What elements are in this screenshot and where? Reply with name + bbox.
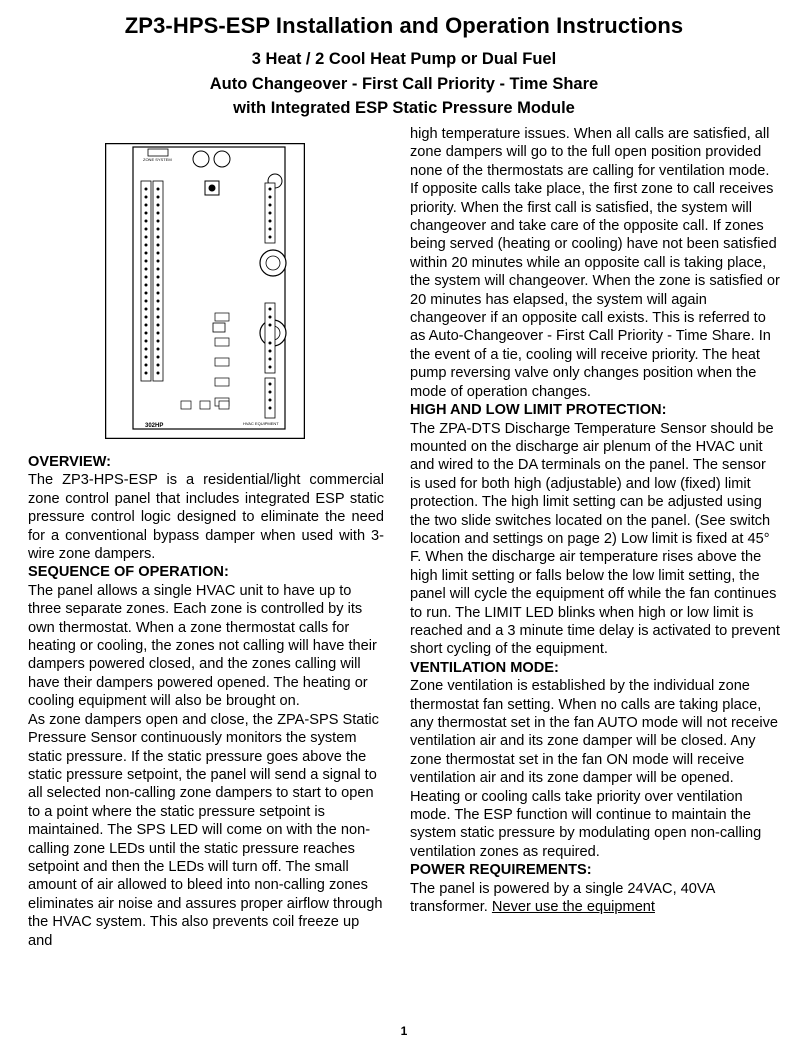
continued-text: high temperature issues. When all calls are satisfied, all zone dampers will go to the full open position provided none of the thermostats are calling for ventilation mode. If opposite calls take place, the first zone to call receives priority. When the first call is satisfied, the system will changeover and take care of the opposite call. If zones being served (heating or cooling) have not been satisfied within 20 minutes while an opposite call is taking place, the system will changeover. When the zone is satisfied or 20 minutes has elapsed, the system will again changeover if an opposite call exists. This is referred to as Auto-Changeover - First Call Priority - Time Share. In the event of a tie, cooling will receive priority. The heat pump reversing valve only changes position when the mode of operation changes. — [410, 126, 780, 400]
board-bottom-label: HVAC EQUIPMENT — [243, 421, 279, 426]
circuit-board-diagram — [105, 143, 305, 439]
left-column — [28, 453, 384, 950]
overview-heading: OVERVIEW: — [28, 454, 111, 470]
limit-heading: HIGH AND LOW LIMIT PROTECTION: — [410, 402, 667, 419]
power-heading: POWER REQUIREMENTS: — [410, 862, 592, 879]
power-paragraph — [410, 880, 780, 917]
page-number: 1 — [400, 1024, 408, 1038]
overview-text: The ZP3-HPS-ESP is a residential/light commercial zone control panel that includes integrated ESP static pressure control logic designed to eliminate the need for a conventional bypass damper when used with 3-wire zone dampers. — [28, 472, 384, 563]
sequence-paragraph-1: The panel allows a single HVAC unit to have up to three separate zones. Each zone is controlled by its own thermostat. When a zone thermostat calls for heating or cooling, the zones not calling will have their dampers powered closed, and the zones calling will have their dampers powered opened. The heating or cooling equipment will also be brought on. — [28, 582, 377, 710]
right-column — [410, 125, 780, 916]
subtitle-line-1: 3 Heat / 2 Cool Heat Pump or Dual Fuel — [251, 50, 557, 68]
page-title: ZP3-HPS-ESP Installation and Operation Instructions — [124, 13, 684, 38]
power-text: The panel is powered by a single 24VAC, 40VA transformer. — [410, 880, 715, 916]
ventilation-heading: VENTILATION MODE: — [410, 659, 559, 676]
ventilation-text: Zone ventilation is established by the individual zone thermostat fan setting. When no calls are taking place, any thermostat set in the fan AUTO mode will not receive ventilation air and its zone damper will be closed. Any zone thermostat set in the fan ON mode will receive ventilation air and its zone damper will be opened. Heating or cooling calls take priority over ventilation mode. The ESP function will continue to maintain the system static pressure by modulating open non-calling ventilation zones as required. — [410, 678, 778, 860]
board-model-label: 302HP — [145, 423, 164, 429]
subtitle-line-2: Auto Changeover - First Call Priority - Time Share — [209, 75, 599, 93]
board-top-label: ZONE SYSTEM — [143, 157, 172, 162]
power-underlined-text: Never use the equipment — [491, 899, 655, 916]
limit-text: The ZPA-DTS Discharge Temperature Sensor should be mounted on the discharge air plenum of the HVAC unit and wired to the DA terminals on the panel. The sensor is used for both high (adjustable) and low (fixed) limit protection. The high limit setting can be adjusted using the two slide switches located on the panel. (See switch location and settings on page 2) Low limit is fixed at 45° F. When the discharge air temperature rises above the high limit setting or falls below the low limit setting, the panel will cycle the equipment off while the fan continues to run. The LIMIT LED blinks when high or low limit is reached and a 3 minute time delay is activated to prevent short cycling of the equipment. — [410, 420, 780, 658]
subtitle-line-3: with Integrated ESP Static Pressure Module — [233, 99, 575, 117]
sequence-heading: SEQUENCE OF OPERATION: — [28, 564, 229, 581]
sequence-paragraph-2: As zone dampers open and close, the ZPA-SPS Static Pressure Sensor continuously monitors the system static pressure. If the static pressure goes above the static pressure setpoint, the panel will send a signal to all selected non-calling zone dampers to start to open to a point where the static pressure setpoint is maintained. The SPS LED will come on with the non-calling zone LEDs until the static pressure reaches setpoint and then the LEDs will turn off. The small amount of air allowed to bleed into non-calling zones eliminates air noise and assures proper airflow through the HVAC system. This also prevents coil freeze up and — [28, 711, 383, 949]
